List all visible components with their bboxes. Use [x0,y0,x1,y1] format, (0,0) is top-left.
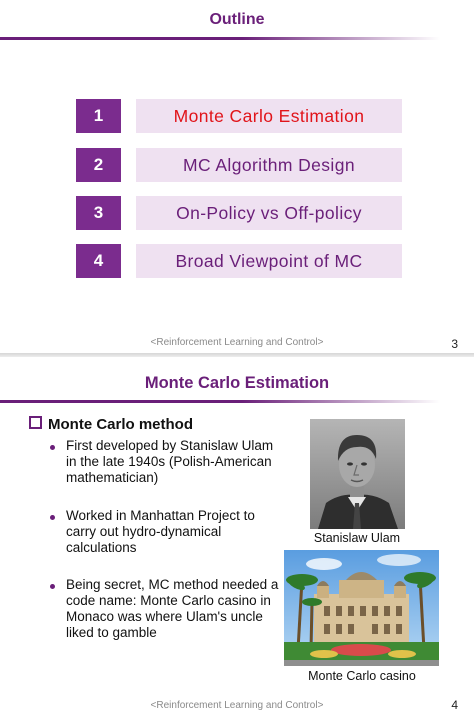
bullet-text: Being secret, MC method needed a code name: Monte Carlo casino in Monaco was where Ulam's uncle liked to gamble [66,577,279,640]
slide-title: Monte Carlo Estimation [144,374,330,392]
square-bullet-icon [29,416,42,429]
bullet-item [50,577,282,641]
outline-item-1[interactable]: Monte Carlo Estimation [136,99,402,133]
slide-footer: <Reinforcement Learning and Control> [150,337,324,348]
section-heading [29,416,193,433]
slide-outline [0,0,474,355]
outline-number-4: 4 [76,244,121,278]
outline-number-2: 2 [76,148,121,182]
portrait-caption: Stanislaw Ulam [313,531,401,545]
bullet-text: Worked in Manhattan Project to carry out hydro-dynamical calculations [66,508,255,555]
bullet-text: First developed by Stanislaw Ulam in the late 1940s (Polish-American mathematician) [66,438,274,485]
section-heading-text: Monte Carlo method [48,416,193,433]
outline-number-3: 3 [76,196,121,230]
bullet-item [50,508,282,556]
slide-footer: <Reinforcement Learning and Control> [150,700,324,711]
outline-number-1: 1 [76,99,121,133]
title-divider [0,400,440,403]
bullet-dot-icon [50,584,55,589]
bullet-item [50,438,282,486]
page-number: 4 [451,698,458,712]
bullet-dot-icon [50,515,55,520]
outline-item-2[interactable]: MC Algorithm Design [136,148,402,182]
ulam-portrait-photo [310,419,405,529]
casino-caption: Monte Carlo casino [308,669,416,683]
outline-item-4[interactable]: Broad Viewpoint of MC [136,244,402,278]
slide-monte-carlo-estimation [0,357,474,714]
page-number: 3 [451,337,458,351]
bullet-dot-icon [50,445,55,450]
slide-title: Outline [209,11,265,28]
outline-item-3[interactable]: On-Policy vs Off-policy [136,196,402,230]
casino-photo [284,550,439,666]
title-divider [0,37,440,40]
